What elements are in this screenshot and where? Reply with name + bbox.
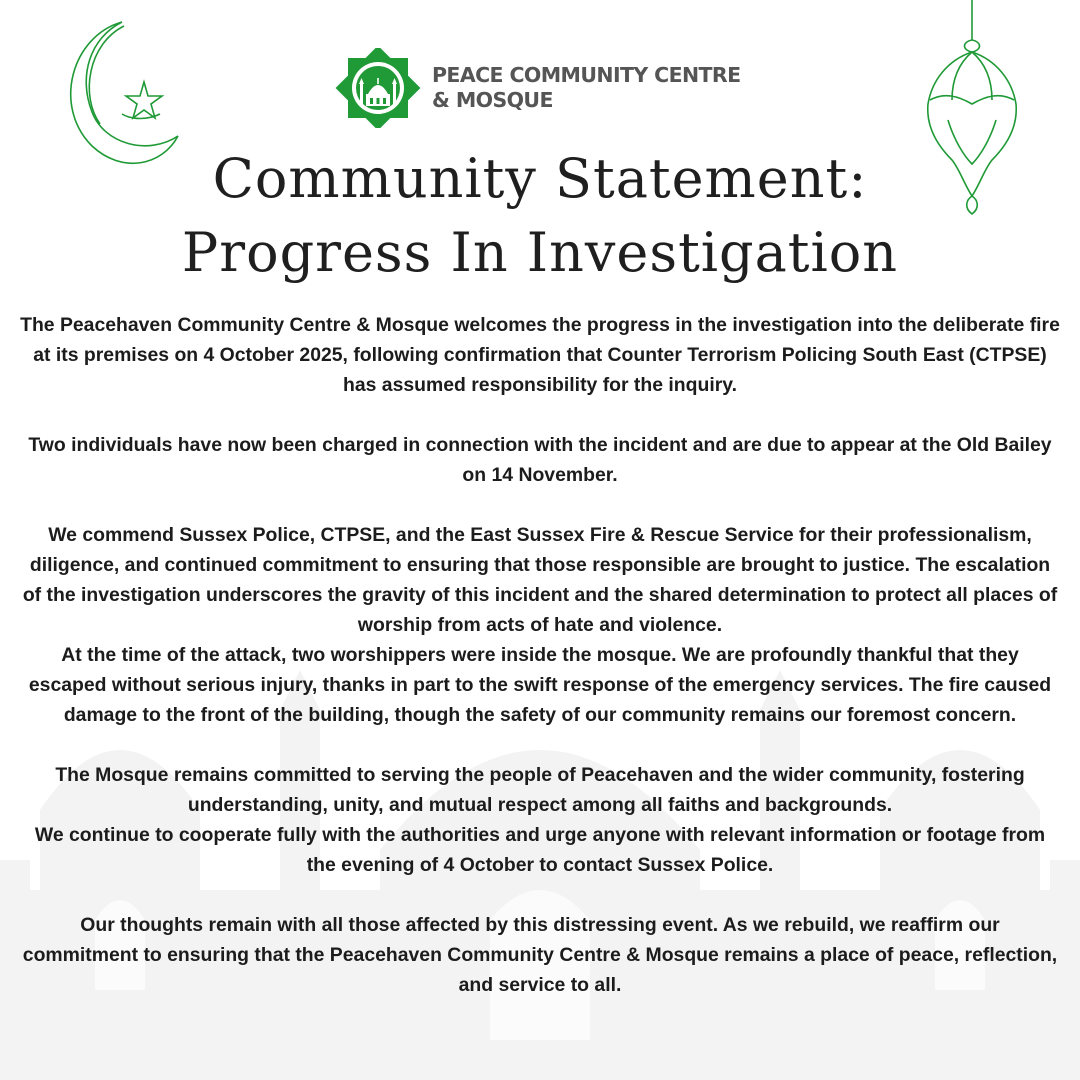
logo-text	[432, 63, 741, 113]
statement-body	[20, 310, 1060, 1000]
paragraph-appeal: We continue to cooperate fully with the authorities and urge anyone with relevant information or footage from the evening of 4 October to contact Sussex Police.	[34, 824, 1046, 876]
logo-line-2: & MOSQUE	[432, 88, 553, 112]
mosque-logo-icon	[334, 48, 422, 128]
paragraph-commendation: We commend Sussex Police, CTPSE, and the East Sussex Fire & Rescue Service for their professionalism, diligence, and continued commitment to ensuring that those responsible are brought to justice. The escalation of the investigation underscores the gravity of this incident and the shared determination to protect all places of worship from acts of hate and violence.	[22, 524, 1058, 636]
paragraph-commitment: The Mosque remains committed to serving the people of Peacehaven and the wider community, fostering understanding, unity, and mutual respect among all faiths and backgrounds.	[55, 764, 1025, 816]
page-title	[0, 142, 1080, 290]
paragraph-closing: Our thoughts remain with all those affected by this distressing event. As we rebuild, we reaffirm our commitment to ensuring that the Peacehaven Community Centre & Mosque remains a place of peace, reflection, and service to all.	[22, 914, 1058, 996]
logo-line-1: PEACE COMMUNITY CENTRE	[432, 63, 741, 87]
paragraph-charges: Two individuals have now been charged in connection with the incident and are due to appear at the Old Bailey on 14 November.	[28, 434, 1052, 486]
paragraph-welcome: The Peacehaven Community Centre & Mosque welcomes the progress in the investigation into the deliberate fire at its premises on 4 October 2025, following confirmation that Counter Terrorism Policing South East (CTPSE) has assumed responsibility for the inquiry.	[20, 314, 1060, 396]
paragraph-attack-details: At the time of the attack, two worshippers were inside the mosque. We are profoundly thankful that they escaped without serious injury, thanks in part to the swift response of the emergency services. The fire caused damage to the front of the building, though the safety of our community remains our foremost concern.	[28, 644, 1052, 726]
title-line-1: Community Statement:	[212, 147, 868, 210]
mosque-logo	[334, 48, 741, 128]
title-line-2: Progress In Investigation	[181, 221, 899, 284]
